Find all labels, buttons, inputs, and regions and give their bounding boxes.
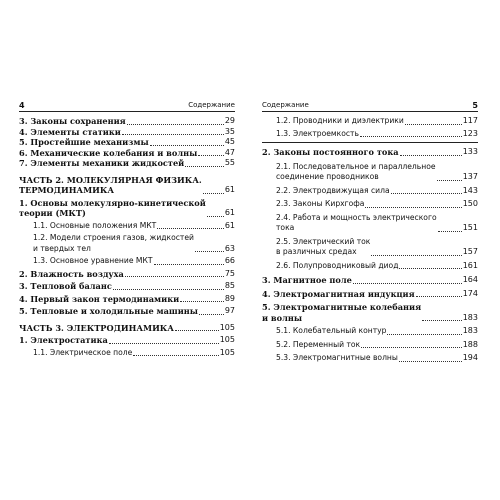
toc-entry-title: 1.2. Модели строения газов, жидкостей и твердых тел	[33, 233, 194, 253]
toc-entry-title: 3. Законы сохранения	[19, 116, 126, 126]
toc-dot-leader	[113, 289, 224, 290]
toc-entry-page: 97	[224, 306, 235, 315]
toc-entry-page: 63	[224, 243, 235, 253]
left-toc	[19, 116, 235, 358]
toc-dot-leader	[180, 301, 224, 302]
toc-entry-title: 2. Влажность воздуха	[19, 268, 124, 279]
toc-entry-title: 2.1. Последовательное и параллельное соединение проводников	[276, 161, 436, 181]
toc-entry-title: 4. Элементы статики	[19, 126, 121, 137]
toc-dot-leader	[203, 193, 224, 194]
toc-entry-title: 1.3. Электроемкость	[276, 128, 359, 138]
toc-dot-leader	[416, 296, 462, 297]
toc-entry	[262, 340, 478, 351]
toc-entry	[19, 198, 235, 219]
toc-entry-title: 1.3. Основное уравнение МКТ	[33, 256, 153, 265]
toc-entry-title: 2.6. Полупроводниковый диод	[276, 260, 399, 270]
toc-entry	[19, 221, 235, 232]
toc-dot-leader	[387, 334, 461, 335]
section-divider	[262, 142, 478, 143]
toc-entry	[262, 199, 478, 210]
toc-dot-leader	[399, 361, 462, 362]
toc-entry-page: 161	[462, 260, 478, 270]
left-running-title: Содержание	[188, 101, 235, 109]
toc-entry-page: 133	[462, 147, 478, 156]
toc-entry	[262, 186, 478, 197]
toc-entry	[19, 158, 235, 169]
toc-entry	[262, 353, 478, 364]
toc-entry-page: 123	[462, 128, 478, 138]
toc-entry-page: 151	[462, 223, 478, 232]
toc-dot-leader	[198, 155, 224, 156]
toc-entry-page: 188	[462, 339, 478, 349]
toc-entry-title: 1.1. Электрическое поле	[33, 347, 133, 357]
toc-entry	[262, 129, 478, 140]
toc-dot-leader	[360, 136, 462, 137]
toc-dot-leader	[154, 264, 224, 265]
toc-entry-title: ЧАСТЬ 2. МОЛЕКУЛЯРНАЯ ФИЗИКА. ТЕРМОДИНАМИКА	[19, 174, 202, 195]
toc-entry-page: 183	[462, 326, 478, 335]
toc-entry	[262, 162, 478, 183]
toc-entry-page: 29	[224, 116, 235, 125]
toc-dot-leader	[195, 251, 224, 252]
toc-entry-page: 183	[462, 312, 478, 322]
left-page-number: 4	[19, 101, 25, 110]
toc-entry	[262, 289, 478, 300]
toc-entry-page: 137	[462, 172, 478, 181]
toc-dot-leader	[125, 276, 224, 277]
toc-entry-page: 55	[224, 158, 235, 167]
toc-entry	[19, 148, 235, 159]
right-page	[250, 0, 500, 500]
toc-entry-page: 75	[224, 268, 235, 278]
toc-entry-page: 45	[224, 137, 235, 146]
toc-entry-page: 105	[219, 322, 235, 332]
toc-entry-page: 61	[224, 208, 235, 217]
toc-entry-page: 117	[462, 116, 478, 125]
toc-entry-title: 2.2. Электродвижущая сила	[276, 185, 390, 195]
toc-entry	[262, 116, 478, 127]
toc-entry-page: 85	[224, 281, 235, 290]
toc-entry-title: 4. Электромагнитная индукция	[262, 288, 415, 299]
toc-entry-page: 66	[224, 256, 235, 265]
toc-dot-leader	[150, 145, 224, 146]
toc-entry-title: 2. Законы постоянного тока	[262, 147, 399, 157]
toc-entry-title: 1.2. Проводники и диэлектрики	[276, 116, 404, 125]
toc-entry	[19, 233, 235, 254]
toc-dot-leader	[365, 207, 461, 208]
toc-entry-page: 47	[224, 147, 235, 157]
toc-entry	[19, 175, 235, 196]
toc-dot-leader	[122, 134, 224, 135]
toc-entry	[19, 269, 235, 280]
left-running-head	[19, 100, 235, 112]
toc-entry	[19, 348, 235, 359]
toc-entry-title: 1. Основы молекулярно-кинетической теории (МКТ)	[19, 197, 206, 218]
toc-entry-title: 2.3. Законы Кирхгофа	[276, 199, 365, 208]
toc-entry	[262, 237, 478, 258]
toc-entry-title: 5.2. Переменный ток	[276, 339, 361, 349]
toc-entry-title: 4. Первый закон термодинамики	[19, 293, 180, 304]
toc-dot-leader	[361, 347, 462, 348]
right-toc	[262, 116, 478, 364]
toc-entry	[262, 302, 478, 323]
toc-dot-leader	[391, 193, 462, 194]
toc-entry	[262, 261, 478, 272]
right-running-title: Содержание	[262, 101, 309, 109]
toc-dot-leader	[405, 124, 462, 125]
toc-entry-page: 35	[224, 126, 235, 136]
toc-entry	[19, 137, 235, 148]
toc-entry-title: 5.3. Электромагнитные волны	[276, 353, 398, 362]
toc-entry-page: 150	[462, 199, 478, 208]
toc-entry-title: 2.4. Работа и мощность электрического тока	[276, 212, 437, 232]
toc-dot-leader	[437, 180, 462, 181]
toc-entry-page: 194	[462, 353, 478, 362]
toc-entry	[19, 306, 235, 317]
toc-entry	[19, 323, 235, 334]
toc-entry-title: 1. Электростатика	[19, 335, 108, 345]
toc-entry	[19, 256, 235, 267]
toc-entry	[262, 213, 478, 234]
right-running-head	[262, 100, 478, 112]
toc-entry-title: 2.5. Электрический ток в различных средах	[276, 236, 371, 256]
toc-dot-leader	[207, 216, 224, 217]
toc-entry	[19, 127, 235, 138]
toc-dot-leader	[157, 228, 224, 229]
toc-dot-leader	[353, 283, 462, 284]
toc-dot-leader	[175, 330, 219, 331]
toc-entry-page: 174	[462, 288, 478, 298]
toc-entry	[19, 116, 235, 127]
toc-dot-leader	[127, 124, 224, 125]
toc-entry	[262, 326, 478, 337]
toc-entry	[19, 335, 235, 346]
toc-dot-leader	[400, 155, 462, 156]
toc-dot-leader	[371, 255, 461, 256]
toc-dot-leader	[133, 355, 218, 356]
toc-entry-title: 5.1. Колебательный контур	[276, 326, 387, 335]
toc-dot-leader	[438, 231, 462, 232]
toc-entry-title: 5. Электромагнитные колебания и волны	[262, 302, 422, 323]
toc-entry-page: 105	[219, 347, 235, 357]
toc-entry-title: 5. Тепловые и холодильные машины	[19, 306, 198, 316]
toc-dot-leader	[185, 166, 224, 167]
toc-entry	[262, 275, 478, 286]
toc-entry-title: 6. Механические колебания и волны	[19, 147, 198, 158]
toc-entry-title: 3. Тепловой баланс	[19, 281, 112, 291]
toc-dot-leader	[399, 268, 461, 269]
toc-entry-title: 5. Простейшие механизмы	[19, 137, 149, 147]
toc-entry-page: 105	[219, 335, 235, 344]
toc-entry	[262, 147, 478, 158]
toc-entry-title: ЧАСТЬ 3. ЭЛЕКТРОДИНАМИКА	[19, 322, 174, 333]
toc-dot-leader	[199, 314, 224, 315]
toc-entry-page: 157	[462, 247, 478, 256]
toc-entry-page: 89	[224, 293, 235, 303]
toc-entry	[19, 281, 235, 292]
toc-dot-leader	[109, 343, 219, 344]
toc-entry-page: 164	[462, 275, 478, 284]
toc-dot-leader	[422, 320, 462, 321]
toc-entry-title: 7. Элементы механики жидкостей	[19, 158, 185, 168]
right-page-number: 5	[472, 101, 478, 110]
toc-entry-page: 61	[224, 220, 235, 230]
toc-entry-title: 3. Магнитное поле	[262, 275, 352, 285]
toc-entry	[19, 294, 235, 305]
toc-entry-page: 143	[462, 185, 478, 195]
toc-entry-page: 61	[224, 185, 235, 194]
toc-entry-title: 1.1. Основные положения МКТ	[33, 220, 157, 230]
